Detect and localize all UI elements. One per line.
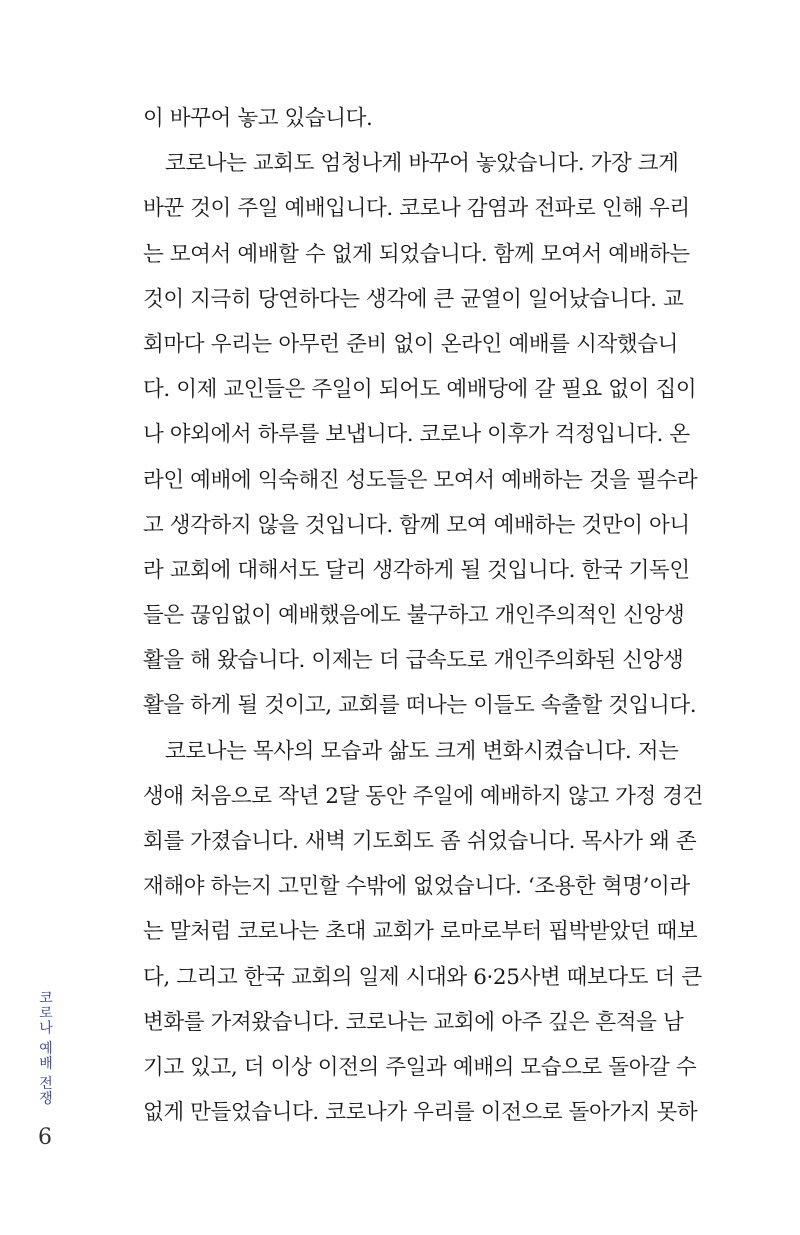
text-line: 재해야 하는지 고민할 수밖에 없었습니다. ‘조용한 혁명’이라 [143,874,690,900]
text-line: 변화를 가져왔습니다. 코로나는 교회에 아주 깊은 흔적을 남 [143,1009,684,1035]
text-line: 는 말처럼 코로나는 초대 교회가 로마로부터 핍박받았던 때보 [143,919,698,945]
text-line: 고 생각하지 않을 것입니다. 함께 모여 예배하는 것만이 아니 [143,512,690,538]
text-line: 코로나는 목사의 모습과 삶도 크게 변화시켰습니다. 저는 [165,738,679,764]
text-line: 회를 가졌습니다. 새벽 기도회도 좀 쉬었습니다. 목사가 왜 존 [143,829,697,854]
body-text [143,96,704,1135]
text-line: 활을 해 왔습니다. 이제는 더 급속도로 개인주의화된 신앙생 [143,648,684,674]
text-line: 것이 지극히 당연하다는 생각에 큰 균열이 일어났습니다. 교 [143,286,684,312]
text-line: 다, 그리고 한국 교회의 일제 시대와 6·25사변 때보다도 더 큰 [143,964,702,990]
text-line: 기고 있고, 더 이상 이전의 주일과 예배의 모습으로 돌아갈 수 [143,1054,697,1080]
text-line: 바꾼 것이 주일 예배입니다. 코로나 감염과 전파로 인해 우리 [143,196,690,222]
page-number: 6 [38,1125,52,1150]
text-line: 들은 끊임없이 예배했음에도 불구하고 개인주의적인 신앙생 [143,603,685,629]
text-line: 는 모여서 예배할 수 없게 되었습니다. 함께 모여서 예배하는 [143,241,690,267]
text-line: 라 교회에 대해서도 달리 생각하게 될 것입니다. 한국 기독인 [143,557,690,583]
text-line: 라인 예배에 익숙해진 성도들은 모여서 예배하는 것을 필수라 [143,467,698,493]
text-line: 없게 만들었습니다. 코로나가 우리를 이전으로 돌아가지 못하 [143,1100,698,1126]
running-header-book-title: 코로나 예배 전쟁 [37,990,53,1106]
text-line: 코로나는 교회도 엄청나게 바꾸어 놓았습니다. 가장 크게 [165,151,679,177]
text-line: 생애 처음으로 작년 2달 동안 주일에 예배하지 않고 가정 경건 [143,783,704,809]
text-line: 회마다 우리는 아무런 준비 없이 온라인 예배를 시작했습니 [143,331,678,357]
text-line: 이 바꾸어 놓고 있습니다. [143,106,373,131]
text-line: 활을 하게 될 것이고, 교회를 떠나는 이들도 속출할 것입니다. [143,693,697,719]
text-line: 나 야외에서 하루를 보냅니다. 코로나 이후가 걱정입니다. 온 [143,422,690,448]
text-line: 다. 이제 교인들은 주일이 되어도 예배당에 갈 필요 없이 집이 [143,377,697,403]
